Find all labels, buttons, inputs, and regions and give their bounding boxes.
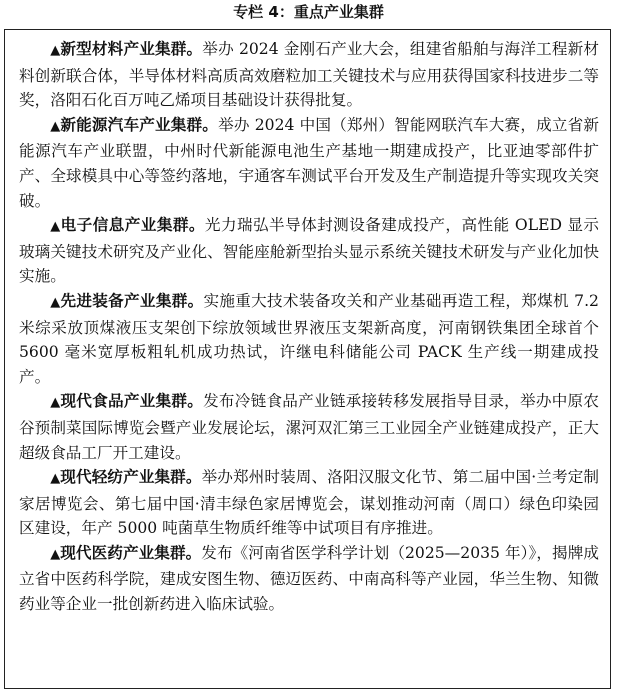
section-body: 举办郑州时装周、洛阳汉服文化节、第二届中国·兰考定制家居博览会、第七届中国·清丰绿色家居博览会，谋划推动河南（周口）绿色印染园区建设，年产 5000 吨菌草生物质纤维等中试项目有序推进。 (19, 468, 599, 538)
section-new-materials (19, 37, 599, 113)
section-heading: 现代轻纺产业集群。 (60, 468, 202, 487)
triangle-bullet-icon: ▲ (50, 546, 61, 562)
section-modern-medicine (19, 541, 599, 617)
section-body: 发布冷链食品产业链承接转移发展指导目录，举办中原农谷预制菜国际博览会暨产业发展论坛，漯河双汇第三工业园全产业链建成投产，正大超级食品工厂开工建设。 (19, 392, 599, 462)
section-advanced-equipment (19, 289, 599, 389)
section-modern-light-textile (19, 465, 599, 541)
section-electronic-information (19, 213, 599, 289)
section-heading: 新型材料产业集群。 (60, 40, 203, 58)
column-box (4, 29, 611, 689)
triangle-bullet-icon: ▲ (50, 471, 61, 487)
section-body: 举办 2024 金刚石产业大会，组建省船舶与海洋工程新材料创新联合体，半导体材料高质高效磨粒加工关键技术与应用获得国家科技进步二等奖，洛阳石化百万吨乙烯项目基础设计获得批复。 (19, 40, 599, 110)
triangle-bullet-icon: ▲ (50, 294, 61, 310)
section-heading: 现代食品产业集群。 (60, 392, 204, 411)
section-body: 光力瑞弘半导体封测设备建成投产，高性能 OLED 显示玻璃关键技术研究及产业化、智能座舱新型抬头显示系统关键技术研发与产业化加快实施。 (19, 216, 599, 286)
section-heading: 电子信息产业集群。 (60, 216, 205, 235)
section-heading: 新能源汽车产业集群。 (60, 115, 219, 134)
section-modern-food (19, 389, 599, 465)
triangle-bullet-icon: ▲ (50, 43, 61, 58)
section-heading: 先进装备产业集群。 (60, 291, 204, 310)
triangle-bullet-icon: ▲ (50, 395, 61, 411)
section-heading: 现代医药产业集群。 (60, 543, 202, 562)
column-title: 专栏 4：重点产业集群 (233, 3, 384, 21)
section-body: 实施重大技术装备攻关和产业基础再造工程，郑煤机 7.2 米综采放顶煤液压支架创下综放领域世界液压支架新高度，河南钢铁集团全球首个 5600 毫米宽厚板粗轧机成功热试，许继电科储能公司 PACK 生产线一期建成投产。 (19, 291, 599, 386)
section-new-energy-vehicles (19, 113, 599, 213)
section-body: 发布《河南省医学科学计划（2025—2035 年）》，揭牌成立省中医药科学院，建成安图生物、德迈医药、中南高科等产业园，华兰生物、知微药业等企业一批创新药进入临床试验。 (19, 543, 599, 614)
section-body: 举办 2024 中国（郑州）智能网联汽车大赛，成立省新能源汽车产业联盟，中州时代新能源电池生产基地一期建成投产，比亚迪零部件扩产、全球模具中心等签约落地，宇通客车测试平台开发及生产制造提升等实现攻关突破。 (19, 115, 599, 210)
triangle-bullet-icon: ▲ (50, 219, 61, 235)
triangle-bullet-icon: ▲ (50, 118, 61, 134)
